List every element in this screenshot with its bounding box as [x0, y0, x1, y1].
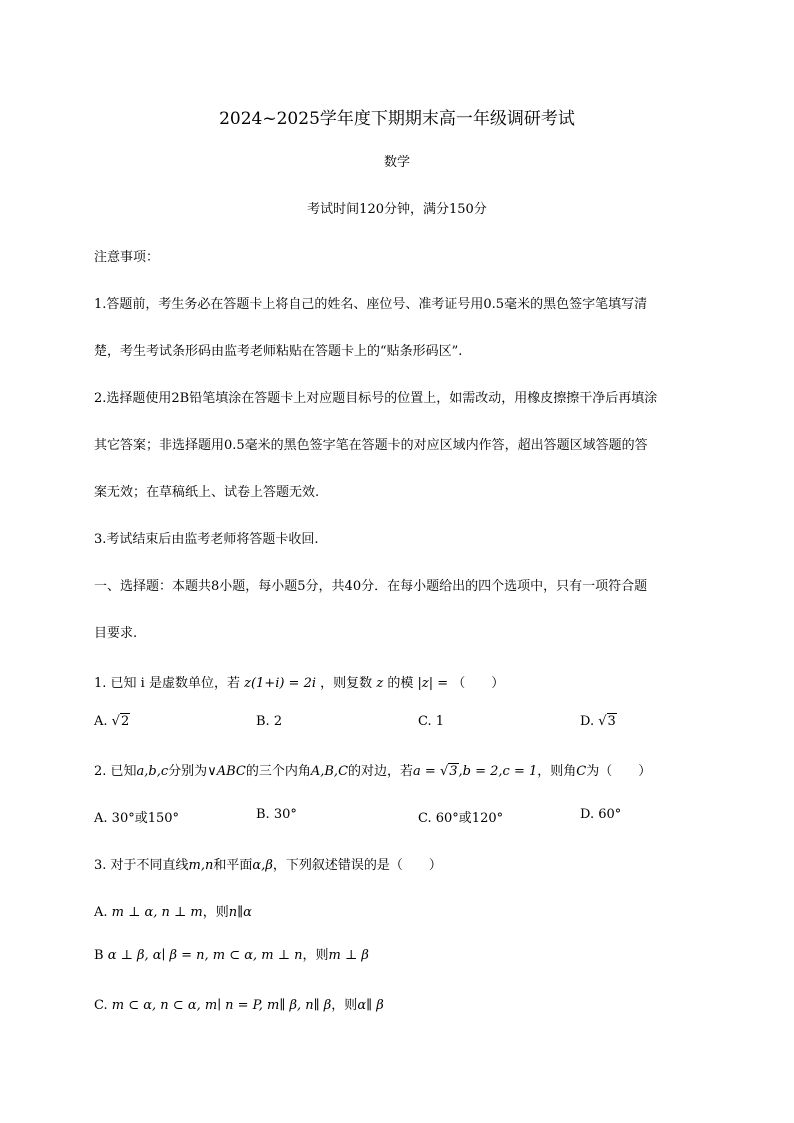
q1-option-a: A. √2 [94, 714, 130, 729]
section-1-heading: 一、选择题：本题共8小题，每小题5分，共40分．在每小题给出的四个选项中，只有一项符合题 [94, 579, 648, 594]
q1-option-d: D. √3 [580, 714, 616, 729]
subject-label: 数学 [383, 155, 410, 170]
q2-vars: a,b,c [136, 764, 169, 779]
q1-option-a-value: 2 [120, 714, 130, 729]
section-1-heading-cont: 目要求. [94, 626, 138, 641]
q1-option-c-value: 1 [435, 714, 445, 729]
q2-option-a: A. 30°或150° [94, 811, 180, 826]
q1-option-c: C. 1 [418, 714, 445, 729]
q3-option-c: C. m ⊂ α, n ⊂ α, m∣ n = P, m∥ β, n∥ β，则α∥ β [94, 998, 384, 1013]
q2-option-d: D. 60° [580, 807, 622, 822]
q2-triangle: ∨ABC [207, 764, 246, 779]
q2-angle-c: C [576, 764, 587, 779]
q1-suffix: 的模 [387, 676, 414, 691]
q1-mid: ，则复数 [320, 676, 373, 691]
q1-paren: （ ） [452, 676, 505, 691]
q1-abs: |z| = [417, 676, 449, 691]
exam-time: 考试时间120分钟，满分150分 [307, 202, 487, 217]
q2-condition: a = √3,b = 2,c = 1 [413, 764, 538, 779]
question-1 [94, 672, 504, 691]
note-2-line-3: 案无效；在草稿纸上、试卷上答题无效. [94, 485, 320, 500]
q3-planes: α,β [252, 858, 273, 873]
q1-prefix: 1. 已知 i 是虚数单位，若 [94, 676, 240, 691]
q2-option-b: B. 30° [256, 807, 297, 822]
q1-var: z [376, 676, 384, 691]
q3-option-a: A. m ⊥ α, n ⊥ m，则n∥α [94, 905, 252, 920]
q1-option-b: B. 2 [256, 714, 283, 729]
note-1-line-2: 楚，考生考试条形码由监考老师粘贴在答题卡上的“贴条形码区”. [94, 344, 463, 359]
note-1-line-1: 1.答题前，考生务必在答题卡上将自己的姓名、座位号、准考证号用0.5毫米的黑色签字笔填写清 [94, 297, 648, 312]
note-3: 3.考试结束后由监考老师将答题卡收回. [94, 532, 319, 547]
q3-option-b: B α ⊥ β, α∣ β = n, m ⊂ α, m ⊥ n，则m ⊥ β [94, 948, 369, 963]
exam-title: 2024~2025学年度下期期末高一年级调研考试 [219, 109, 575, 129]
q1-equation: z(1+i) = 2i [244, 676, 317, 691]
q1-option-b-value: 2 [273, 714, 283, 729]
note-2-line-2: 其它答案；非选择题用0.5毫米的黑色签字笔在答题卡的对应区域内作答，超出答题区域答题的答 [94, 438, 648, 453]
q2-option-c: C. 60°或120° [418, 811, 504, 826]
q1-option-d-value: 3 [607, 714, 616, 729]
q2-angles: A,B,C [310, 764, 349, 779]
question-2: 2. 已知a,b,c分别为∨ABC的三个内角A,B,C的对边，若a = √3,b = 2,c = 1，则角C为（ ） [94, 764, 652, 779]
question-3: 3. 对于不同直线m,n和平面α,β，下列叙述错误的是（ ） [94, 858, 442, 873]
note-2-line-1: 2.选择题使用2B铅笔填涂在答题卡上对应题目标号的位置上，如需改动，用橡皮擦擦干净后再填涂 [94, 391, 658, 406]
notes-heading: 注意事项： [94, 250, 160, 265]
q3-lines: m,n [188, 858, 214, 873]
